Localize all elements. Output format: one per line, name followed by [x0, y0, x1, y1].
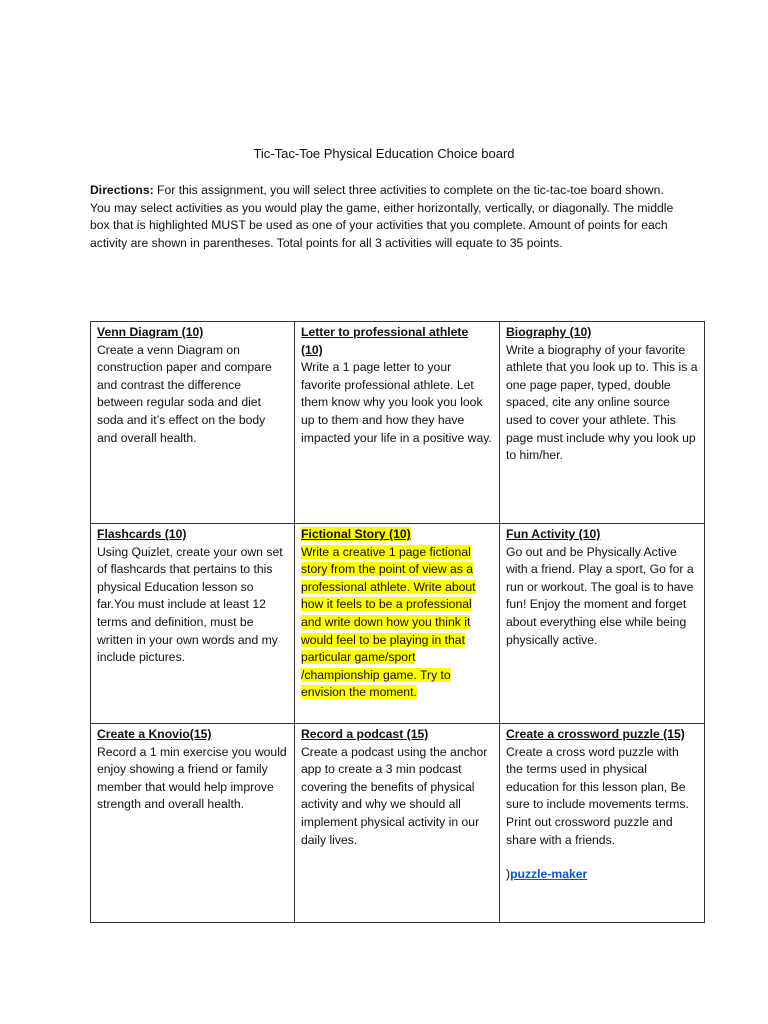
cell-heading: Biography (10)	[506, 325, 592, 339]
cell-biography	[500, 322, 705, 524]
cell-body: Using Quizlet, create your own set of flashcards that pertains to this physical Education lesson so far.You must include at least 12 terms and definition, must be written in your own words and my include pictures.	[97, 544, 283, 665]
cell-body: Record a 1 min exercise you would enjoy showing a friend or family member that would help improve strength and overall health.	[97, 744, 287, 812]
highlighted-heading: Fictional Story (10)	[301, 527, 411, 541]
directions-label: Directions:	[90, 183, 154, 197]
cell-body: Write a biography of your favorite athlete that you look up to. This is a one page paper, typed, double spaced, cite any online source used to cover your athlete. This page must include why you look up to him/her.	[506, 342, 698, 463]
document-title: Tic-Tac-Toe Physical Education Choice board	[253, 146, 515, 161]
board-row-3	[91, 724, 705, 923]
cell-body: Create a venn Diagram on construction paper and compare and contrast the difference between regular soda and diet soda and it’s effect on the body and overall health.	[97, 342, 272, 445]
cell-letter-to-athlete	[295, 322, 500, 524]
cell-flashcards	[91, 524, 295, 724]
puzzle-maker-link[interactable]: puzzle-maker	[510, 867, 588, 882]
highlighted-body: Write a creative 1 page fictional story from the point of view as a professional athlete. Write about how it feels to be a professional and write down how you think it would feel to be playing in that particular game/sport /championship game. Try to envision the moment.	[301, 544, 476, 700]
cell-heading: Letter to professional athlete (10)	[301, 325, 469, 357]
cell-venn-diagram	[91, 322, 295, 524]
cell-body: Write a 1 page letter to your favorite professional athlete. Let them know why you look you look up to them and how they have impacted your life in a positive way.	[301, 360, 492, 445]
cell-create-knovio	[91, 724, 295, 923]
cell-body: Create a podcast using the anchor app to create a 3 min podcast covering the benefits of physical activity and why we should all implement physical activity in our daily lives.	[301, 744, 488, 847]
board-row-1	[91, 322, 705, 524]
cell-heading	[301, 526, 493, 544]
cell-fictional-story	[295, 524, 500, 724]
cell-heading: Flashcards (10)	[97, 527, 187, 541]
cell-record-podcast	[295, 724, 500, 923]
cell-heading: Create a crossword puzzle (15)	[506, 727, 685, 741]
cell-crossword-puzzle	[500, 724, 705, 923]
cell-body: Create a cross word puzzle with the terms used in physical education for this lesson plan, Be sure to include movements terms. Print out crossword puzzle and share with a friends.	[506, 744, 689, 847]
directions-paragraph	[90, 182, 680, 252]
cell-fun-activity	[500, 524, 705, 724]
directions-text: For this assignment, you will select three activities to complete on the tic-tac-toe board shown. You may select activities as you would play the game, either horizontally, vertically, or diagonally. The middle box that is highlighted MUST be used as one of your activities that you complete. Amount of points for each activity are shown in parentheses. Total points for all 3 activities will equate to 35 points.	[90, 183, 674, 250]
choice-board-table	[90, 321, 705, 923]
cell-body: Go out and be Physically Active with a friend. Play a sport, Go for a run or workout. The goal is to have fun! Enjoy the moment and forget about everything else while being physically active.	[506, 544, 694, 647]
board-row-2	[91, 524, 705, 724]
cell-heading: Record a podcast (15)	[301, 727, 429, 741]
cell-heading: Create a Knovio(15)	[97, 727, 212, 741]
link-prefix: )	[506, 867, 511, 882]
cell-heading: Venn Diagram (10)	[97, 325, 204, 339]
cell-heading: Fun Activity (10)	[506, 527, 601, 541]
